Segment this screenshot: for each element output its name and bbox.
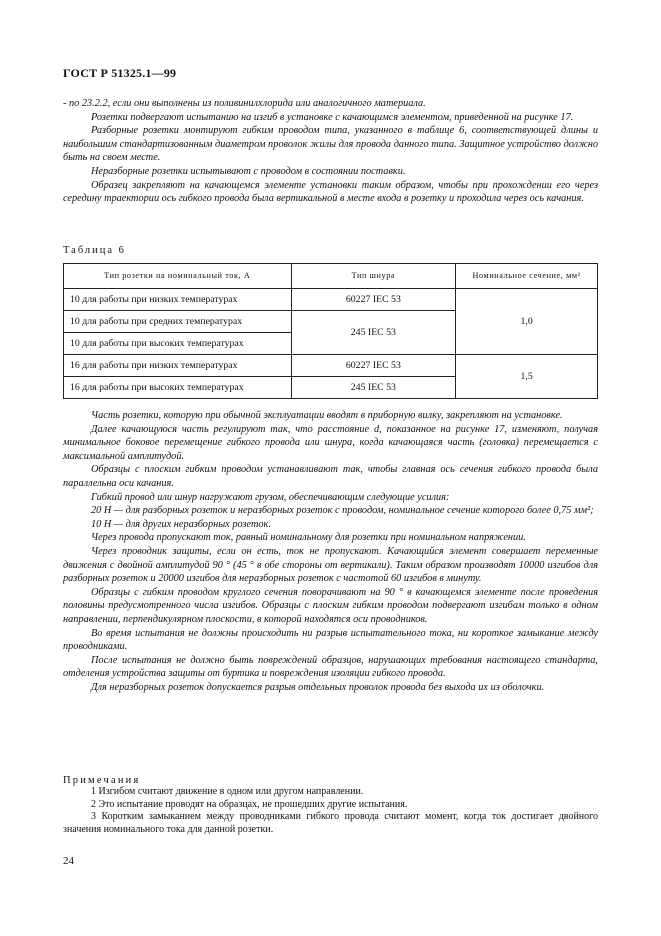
paragraph: Через проводник защиты, если он есть, ток не пропускают. Качающийся элемент совершает переменные движения с двойной амплитудой 90 ° (45 ° в обе стороны от вертикали). Таким образом производят 10000 изгибов для разборных розеток и 20000 изгибов для неразборных розеток с частотой 60 изгибов в минуту. <box>63 545 598 585</box>
paragraph: Во время испытания не должны происходить ни разрыв испытательного тока, ни короткое замыкание между проводниками. <box>63 627 598 653</box>
standard-header: ГОСТ Р 51325.1—99 <box>63 66 177 80</box>
table-row <box>64 289 598 311</box>
cord-type-cell: 245 IEC 53 <box>291 377 456 399</box>
paragraph: Образцы с плоским гибким проводом устанавливают так, чтобы главная ось сечения гибкого провода была параллельна оси качания. <box>63 464 598 489</box>
table-header-row <box>64 264 598 289</box>
notes-title: Примечания <box>63 775 141 786</box>
cross-section-cell: 1,5 <box>456 355 598 399</box>
intro-text <box>63 97 598 206</box>
paragraph: Для неразборных розеток допускается разрыв отдельных проволок провода без выхода их из оболочки. <box>91 681 545 693</box>
socket-type-cell: 10 для работы при средних температурах <box>64 311 292 333</box>
socket-type-cell: 10 для работы при высоких температурах <box>64 333 292 355</box>
header-cross-section: Номинальное сечение, мм² <box>456 264 598 289</box>
paragraph: - по 23.2.2, если они выполнены из поливинилхлорида или аналогичного материала. <box>63 98 426 109</box>
table-caption: Таблица 6 <box>63 245 126 256</box>
header-cord-type: Тип шнура <box>291 264 456 289</box>
table-row <box>64 355 598 377</box>
paragraph: Через провода пропускают ток, равный номинальному для розетки при номинальном напряжении. <box>91 532 526 544</box>
cord-type-cell: 245 IEC 53 <box>291 311 456 355</box>
paragraph: Неразборные розетки испытывают с проводом в состоянии поставки. <box>91 165 406 177</box>
paragraph: После испытания не должно быть повреждений образцов, нарушающих требования настоящего стандарта, отделения устройства защиты от буртика и повреждения изоляции гибкого провода. <box>63 654 598 680</box>
paragraph: Образец закрепляют на качающемся элементе установки таким образом, чтобы при прохождении его через середину траектории ось гибкого провода была вертикальной в месте входа в розетку и проходила через ось качания. <box>63 179 598 205</box>
socket-type-cell: 10 для работы при низких температурах <box>64 289 292 311</box>
paragraph: 20 Н — для разборных розеток и неразборных розеток с проводом, номинальное сечение которого более 0,75 мм²; <box>91 505 594 517</box>
note-item: 1 Изгибом считают движение в одном или другом направлении. <box>91 786 364 797</box>
note-item: 2 Это испытание проводят на образцах, не прошедших другие испытания. <box>91 798 408 810</box>
paragraph: Розетки подвергают испытанию на изгиб в установке с качающимся элементом, приведенной на рисунке 17. <box>91 111 574 123</box>
paragraph: 10 Н — для других неразборных розеток. <box>91 518 271 530</box>
note-item: 3 Коротким замыканием между проводниками гибкого провода считают момент, когда ток достигает двойного значения номинального тока для данной розетки. <box>63 811 598 835</box>
cord-type-cell: 60227 IEC 53 <box>291 289 456 311</box>
paragraph: Далее качающуюся часть регулируют так, что расстояние d, показанное на рисунке 17, изменяют, получая минимальное боковое перемещение гибкого провода или шнура, когда качающаяся часть (головка) перемещается с максимальной амплитудой. <box>63 423 598 462</box>
socket-type-cell: 16 для работы при низких температурах <box>64 355 292 377</box>
paragraph: Разборные розетки монтируют гибким проводом типа, указанного в таблице 6, соответствующей длины и наибольшим стандартизованным диаметром проволок жилы для провода данного типа. Защитное устройство должно быть на своем месте. <box>63 125 598 164</box>
page-number: 24 <box>63 855 74 867</box>
notes-section <box>63 775 598 836</box>
cord-type-cell: 60227 IEC 53 <box>291 355 456 377</box>
header-socket-type: Тип розетки на номинальный ток, А <box>64 264 292 289</box>
paragraph: Гибкий провод или шнур нагружают грузом, обеспечивающим следующие усилия: <box>91 491 450 503</box>
paragraph: Часть розетки, которую при обычной эксплуатации вводят в приборную вилку, закрепляют на установке. <box>91 410 563 421</box>
cross-section-cell: 1,0 <box>456 289 598 355</box>
table-6 <box>63 263 598 399</box>
test-procedure-text <box>63 409 598 694</box>
paragraph: Образцы с гибким проводом круглого сечения поворачивают на 90 ° в качающемся элементе после проведения половины предусмотренного числа изгибов. Образцы с плоским гибким проводом подвергают изгибам только в одном направлении, перпендикулярном плоскости, в которой находятся оси проводников. <box>63 586 598 625</box>
socket-type-cell: 16 для работы при высоких температурах <box>64 377 292 399</box>
